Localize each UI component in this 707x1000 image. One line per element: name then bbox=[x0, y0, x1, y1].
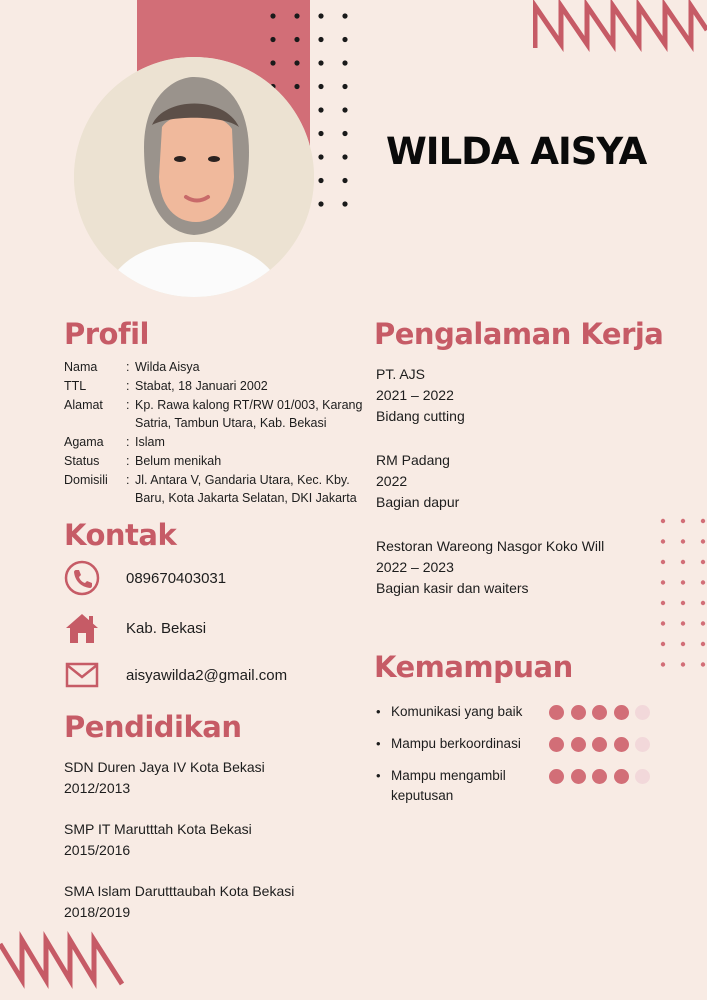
profile-photo-illustration bbox=[74, 57, 314, 297]
experience-item bbox=[376, 450, 604, 513]
bullet: • bbox=[376, 704, 381, 719]
experience-role: Bagian kasir dan waiters bbox=[376, 580, 529, 596]
decorative-dot bbox=[681, 662, 685, 666]
experience-heading: Pengalaman Kerja bbox=[374, 317, 664, 351]
education-years: 2018/2019 bbox=[64, 904, 131, 920]
decorative-dot bbox=[701, 560, 705, 564]
colon-separator: : bbox=[126, 360, 130, 374]
profile-label: Status bbox=[64, 454, 100, 468]
profile-heading: Profil bbox=[64, 317, 149, 351]
email-address: aisyawilda2@gmail.com bbox=[126, 666, 288, 684]
profile-table bbox=[64, 358, 363, 508]
home-icon bbox=[64, 610, 100, 646]
phone-icon bbox=[64, 560, 100, 596]
decorative-dot bbox=[318, 178, 323, 183]
experience-company: Restoran Wareong Nasgor Koko Will bbox=[376, 538, 605, 554]
decorative-dot bbox=[701, 580, 705, 584]
skill-label: Komunikasi yang baik bbox=[391, 704, 523, 719]
colon-separator: : bbox=[126, 398, 130, 412]
decorative-dot-grid-right bbox=[657, 515, 707, 670]
rating-dot-filled bbox=[571, 737, 586, 752]
decorative-dot bbox=[318, 37, 323, 42]
decorative-dot bbox=[342, 13, 347, 18]
rating-dot-empty bbox=[635, 769, 650, 784]
education-years: 2012/2013 bbox=[64, 780, 131, 796]
profile-label: Agama bbox=[64, 435, 104, 449]
skill-item bbox=[376, 734, 650, 754]
rating-dot-empty bbox=[635, 737, 650, 752]
profile-row-address bbox=[64, 396, 363, 432]
decorative-dot bbox=[681, 601, 685, 605]
experience-period: 2022 – 2023 bbox=[376, 559, 454, 575]
decorative-dot bbox=[661, 621, 665, 625]
address-text: Kab. Bekasi bbox=[126, 619, 207, 637]
skills-heading: Kemampuan bbox=[374, 650, 573, 684]
rating-dot-filled bbox=[549, 769, 564, 784]
bullet: • bbox=[376, 736, 381, 751]
decorative-dot bbox=[701, 642, 705, 646]
phone-number: 089670403031 bbox=[126, 569, 227, 587]
profile-value: Wilda Aisya bbox=[135, 360, 200, 374]
profile-label: TTL bbox=[64, 379, 87, 393]
decorative-zigzag-top-right bbox=[533, 0, 707, 52]
decorative-dot bbox=[342, 37, 347, 42]
decorative-dot bbox=[701, 621, 705, 625]
colon-separator: : bbox=[126, 379, 130, 393]
decorative-dot bbox=[318, 84, 323, 89]
experience-role: Bagian dapur bbox=[376, 494, 460, 510]
decorative-dot bbox=[342, 107, 347, 112]
decorative-dot bbox=[294, 37, 299, 42]
skill-label: Mampu berkoordinasi bbox=[391, 736, 521, 751]
profile-row-domicile bbox=[64, 471, 363, 507]
decorative-dot bbox=[681, 621, 685, 625]
rating-dot-filled bbox=[592, 737, 607, 752]
profile-value: Stabat, 18 Januari 2002 bbox=[135, 379, 268, 393]
profile-row-status bbox=[64, 452, 363, 470]
decorative-dot bbox=[661, 662, 665, 666]
education-school: SDN Duren Jaya IV Kota Bekasi bbox=[64, 759, 265, 775]
education-school: SMP IT Marutttah Kota Bekasi bbox=[64, 821, 252, 837]
skill-item bbox=[376, 702, 650, 722]
skill-item bbox=[376, 766, 650, 806]
profile-row-religion bbox=[64, 433, 363, 451]
decorative-dot bbox=[681, 539, 685, 543]
mail-icon bbox=[64, 657, 100, 693]
decorative-dot bbox=[661, 539, 665, 543]
colon-separator: : bbox=[126, 473, 130, 487]
decorative-dot bbox=[270, 60, 275, 65]
decorative-dot bbox=[342, 131, 347, 136]
decorative-dot bbox=[701, 539, 705, 543]
decorative-dot bbox=[318, 13, 323, 18]
decorative-dot bbox=[342, 178, 347, 183]
bullet: • bbox=[376, 768, 381, 783]
education-item bbox=[64, 881, 294, 923]
education-item bbox=[64, 819, 294, 861]
decorative-dot bbox=[318, 60, 323, 65]
experience-list bbox=[376, 364, 604, 622]
decorative-dot bbox=[318, 131, 323, 136]
profile-value: Islam bbox=[135, 435, 165, 449]
rating-dot-filled bbox=[549, 705, 564, 720]
decorative-dot bbox=[318, 107, 323, 112]
skills-list bbox=[376, 702, 650, 818]
experience-role: Bidang cutting bbox=[376, 408, 465, 424]
decorative-dot bbox=[294, 13, 299, 18]
colon-separator: : bbox=[126, 454, 130, 468]
profile-photo bbox=[74, 57, 314, 297]
education-years: 2015/2016 bbox=[64, 842, 131, 858]
experience-item bbox=[376, 536, 604, 599]
decorative-dot bbox=[294, 60, 299, 65]
decorative-dot bbox=[661, 519, 665, 523]
profile-label: Nama bbox=[64, 360, 98, 374]
decorative-dot bbox=[701, 601, 705, 605]
decorative-dot bbox=[294, 84, 299, 89]
decorative-dot bbox=[270, 13, 275, 18]
rating-dot-filled bbox=[614, 705, 629, 720]
profile-row-ttl bbox=[64, 377, 363, 395]
education-list bbox=[64, 757, 294, 943]
decorative-dot bbox=[318, 154, 323, 159]
applicant-name: WILDA AISYA bbox=[386, 130, 647, 173]
decorative-dot bbox=[342, 60, 347, 65]
decorative-dot bbox=[661, 601, 665, 605]
skill-label: Mampu mengambil keputusan bbox=[391, 768, 506, 803]
rating-dot-filled bbox=[592, 705, 607, 720]
education-school: SMA Islam Darutttaubah Kota Bekasi bbox=[64, 883, 295, 899]
decorative-dot bbox=[681, 642, 685, 646]
decorative-dot bbox=[681, 519, 685, 523]
profile-value: Belum menikah bbox=[135, 454, 222, 468]
colon-separator: : bbox=[126, 435, 130, 449]
decorative-dot bbox=[342, 154, 347, 159]
decorative-dot bbox=[681, 560, 685, 564]
decorative-dot bbox=[681, 580, 685, 584]
skill-rating bbox=[549, 734, 650, 752]
rating-dot-filled bbox=[614, 769, 629, 784]
rating-dot-empty bbox=[635, 705, 650, 720]
rating-dot-filled bbox=[549, 737, 564, 752]
decorative-dot bbox=[661, 580, 665, 584]
skill-rating bbox=[549, 702, 650, 720]
decorative-dot bbox=[342, 84, 347, 89]
skill-rating bbox=[549, 766, 650, 784]
education-heading: Pendidikan bbox=[64, 710, 242, 744]
profile-label: Alamat bbox=[64, 398, 103, 412]
experience-company: PT. AJS bbox=[376, 366, 426, 382]
decorative-dot bbox=[701, 662, 705, 666]
decorative-dot bbox=[661, 642, 665, 646]
decorative-dot bbox=[701, 519, 705, 523]
contact-email bbox=[64, 657, 287, 693]
rating-dot-filled bbox=[571, 705, 586, 720]
experience-company: RM Padang bbox=[376, 452, 450, 468]
rating-dot-filled bbox=[571, 769, 586, 784]
profile-label: Domisili bbox=[64, 473, 108, 487]
profile-value: Jl. Antara V, Gandaria Utara, Kec. Kby. Baru, Kota Jakarta Selatan, DKI Jakarta bbox=[135, 473, 357, 505]
decorative-dot bbox=[342, 201, 347, 206]
profile-row-name bbox=[64, 358, 363, 376]
rating-dot-filled bbox=[614, 737, 629, 752]
experience-item bbox=[376, 364, 604, 427]
rating-dot-filled bbox=[592, 769, 607, 784]
contact-phone bbox=[64, 560, 226, 596]
contact-heading: Kontak bbox=[64, 518, 177, 552]
decorative-dot bbox=[270, 37, 275, 42]
contact-address bbox=[64, 610, 206, 646]
decorative-dot bbox=[318, 201, 323, 206]
experience-period: 2022 bbox=[376, 473, 408, 489]
decorative-dot bbox=[661, 560, 665, 564]
experience-period: 2021 – 2022 bbox=[376, 387, 454, 403]
education-item bbox=[64, 757, 294, 799]
profile-value: Kp. Rawa kalong RT/RW 01/003, Karang Satria, Tambun Utara, Kab. Bekasi bbox=[135, 398, 363, 430]
